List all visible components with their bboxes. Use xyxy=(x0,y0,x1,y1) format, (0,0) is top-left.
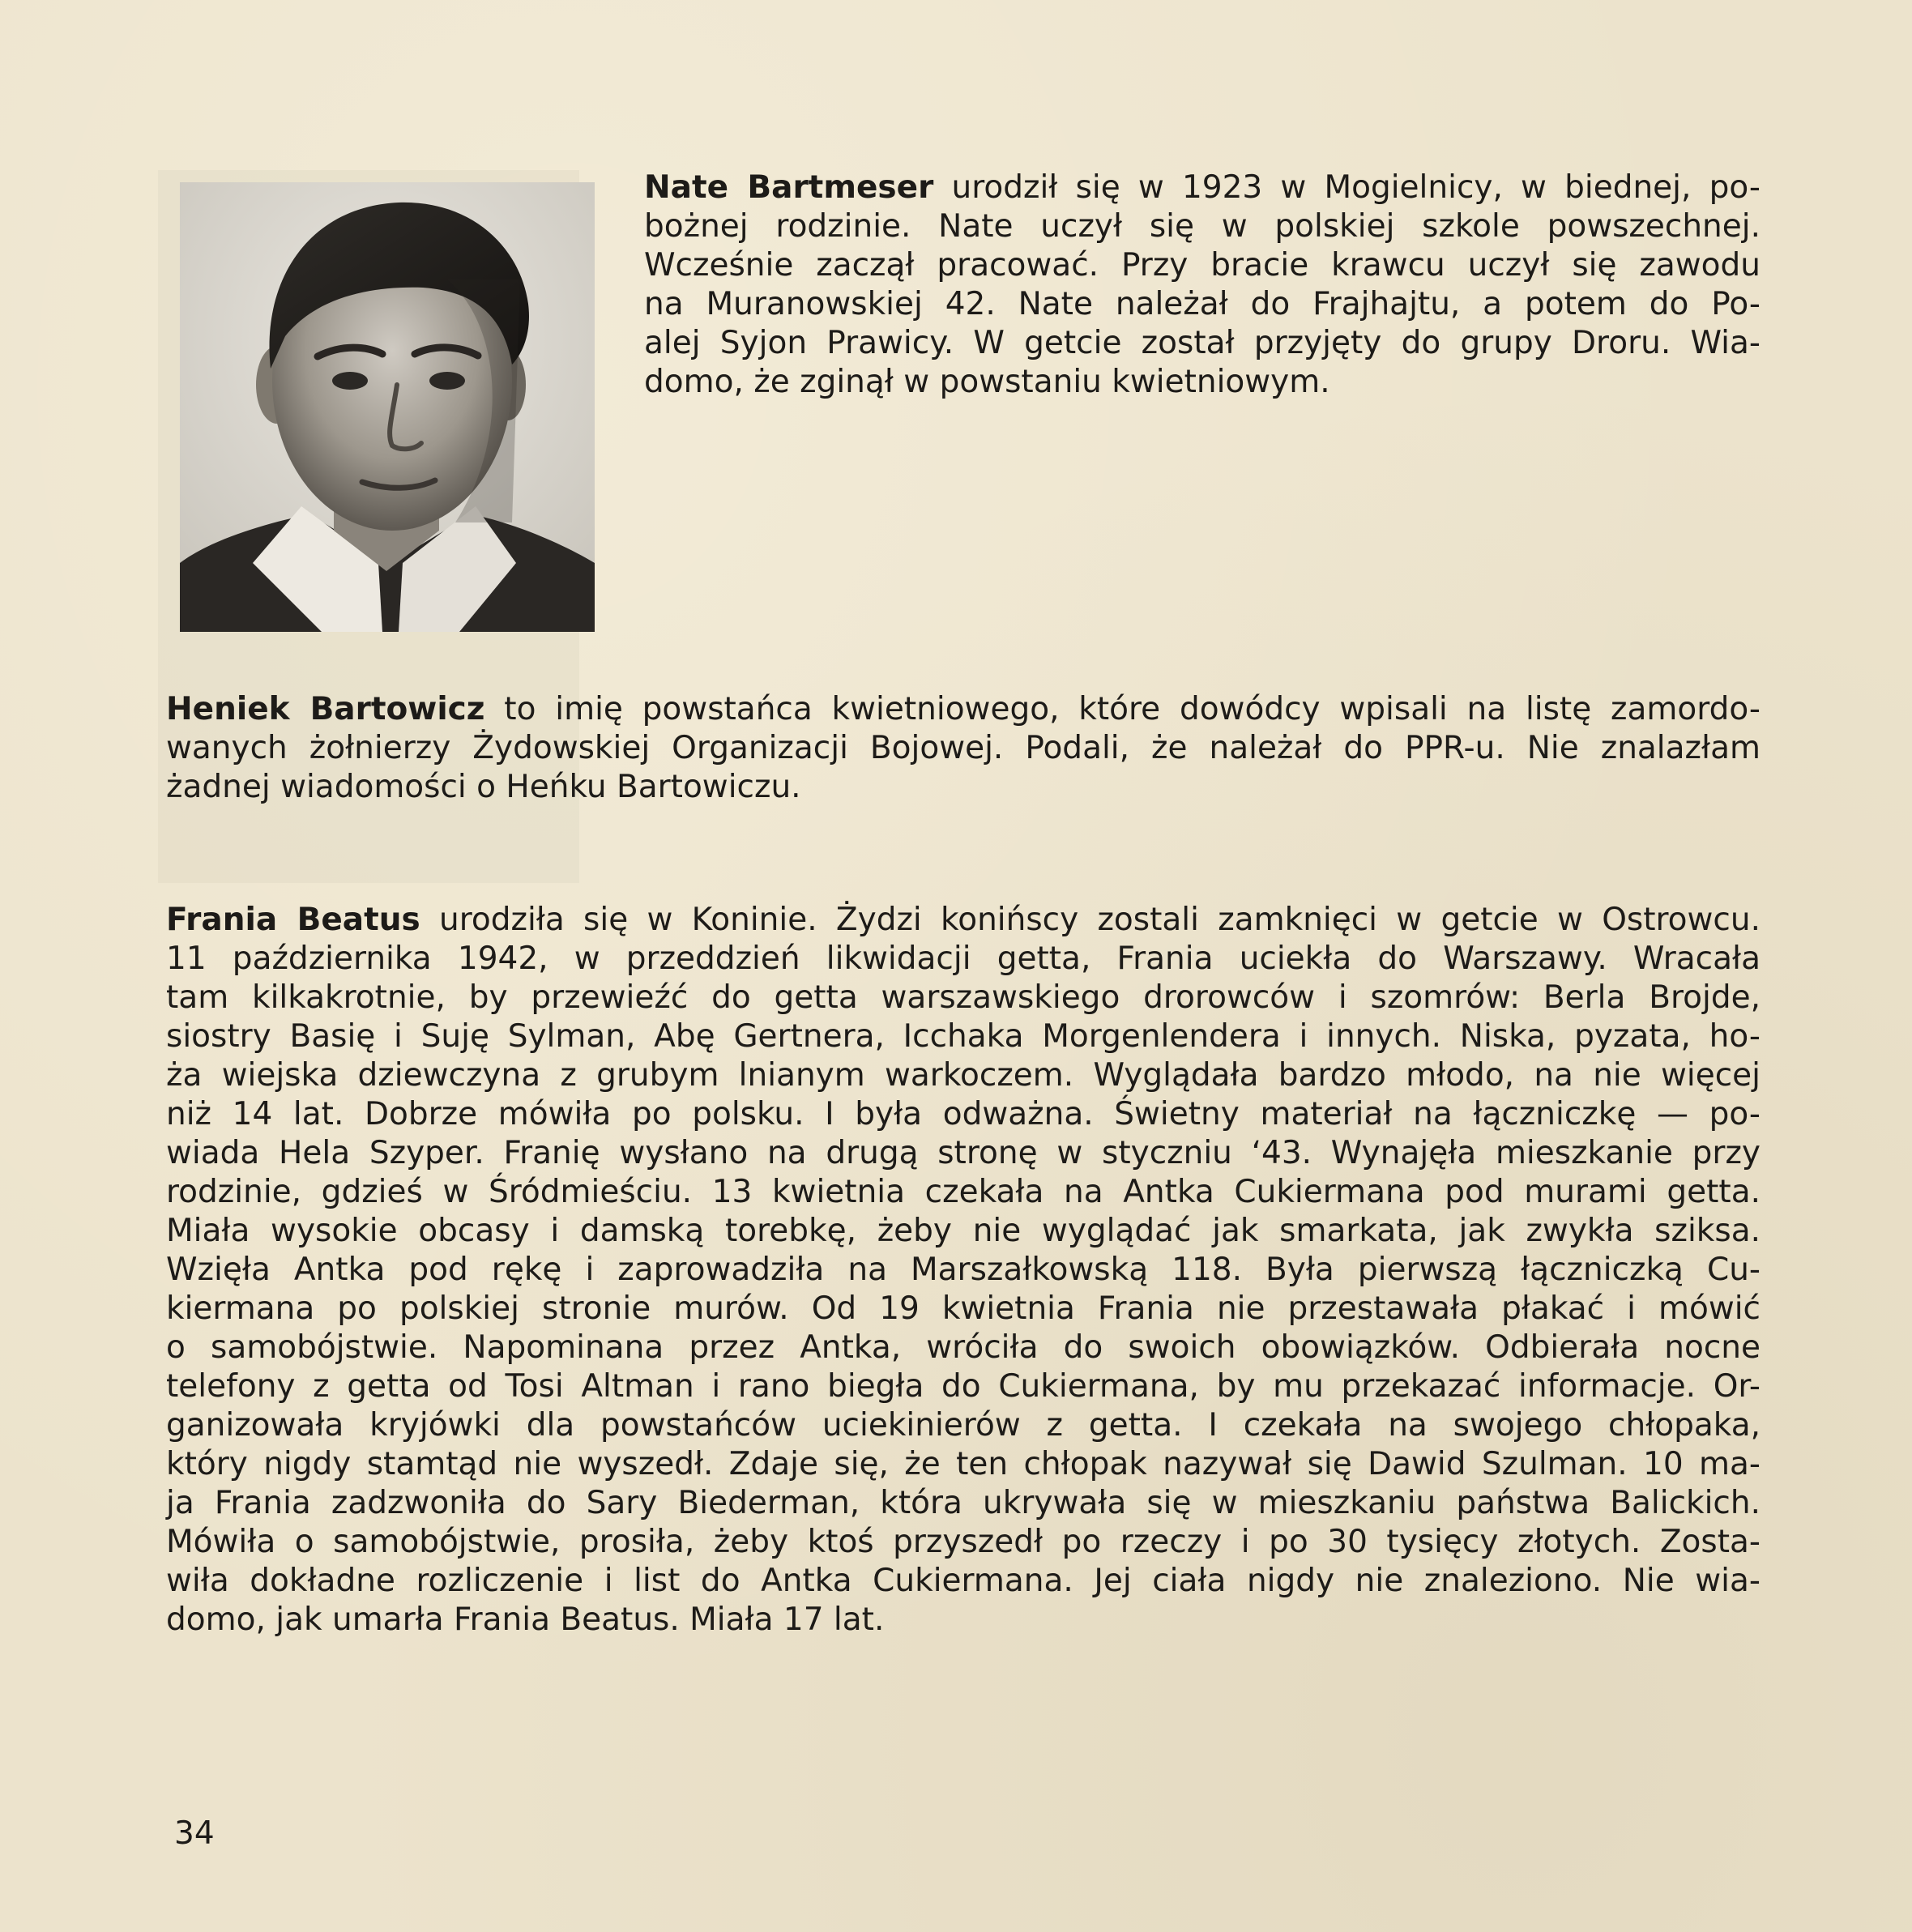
entry-line: wiła dokładne rozliczenie i list do Antka Cukiermana. Jej ciała nigdy nie znaleziono. Nie wia- xyxy=(166,1563,1760,1599)
entry-line: wanych żołnierzy Żydowskiej Organizacji Bojowej. Podali, że należał do PPR-u. Nie znalazłam xyxy=(166,730,1760,766)
entry-line: Wcześnie zaczął pracować. Przy bracie krawcu uczył się zawodu xyxy=(644,247,1760,284)
entry-line: alej Syjon Prawicy. W getcie został przyjęty do grupy Droru. Wia- xyxy=(644,325,1760,361)
entry-line: niż 14 lat. Dobrze mówiła po polsku. I była odważna. Świetny materiał na łączniczkę — po- xyxy=(166,1096,1760,1132)
entry-line: który nigdy stamtąd nie wyszedł. Zdaje się, że ten chłopak nazywał się Dawid Szulman. 10 ma- xyxy=(166,1446,1760,1482)
entry-line: ja Frania zadzwoniła do Sary Biederman, która ukrywała się w mieszkaniu państwa Balickich. xyxy=(166,1485,1760,1521)
entry-name: Frania Beatus xyxy=(166,902,420,938)
entry-name: Heniek Bartowicz xyxy=(166,691,485,727)
entry-line: tam kilkakrotnie, by przewieźć do getta warszawskiego drorowców i szomrów: Berla Brojde, xyxy=(166,979,1760,1016)
entry-line: kiermana po polskiej stronie murów. Od 19 kwietnia Frania nie przestawała płakać i mówić xyxy=(166,1290,1760,1327)
entry-line: 11 października 1942, w przeddzień likwidacji getta, Frania uciekła do Warszawy. Wracała xyxy=(166,940,1760,977)
entry-line: telefony z getta od Tosi Altman i rano biegła do Cukiermana, by mu przekazać informacje. Or- xyxy=(166,1368,1760,1405)
entry-line xyxy=(644,168,1760,207)
entry-frania-beatus xyxy=(166,901,1760,1640)
entry-line: domo, jak umarła Frania Beatus. Miała 17 lat. xyxy=(166,1601,885,1638)
entry-line: Wzięła Antka pod rękę i zaprowadziła na Marszałkowską 118. Była pierwszą łączniczką Cu- xyxy=(166,1252,1760,1288)
portrait-photo xyxy=(180,182,595,632)
entry-line: wiada Hela Szyper. Franię wysłano na drugą stronę w styczniu ‘43. Wynajęła mieszkanie przy xyxy=(166,1135,1760,1171)
entry-text: to imię powstańca kwietniowego, które dowódcy wpisali na listę zamordo- xyxy=(484,691,1760,727)
entry-line: rodzinie, gdzieś w Śródmieściu. 13 kwietnia czekała na Antka Cukiermana pod murami getta. xyxy=(166,1174,1760,1210)
entry-line xyxy=(166,690,1760,729)
entry-line: ganizowała kryjówki dla powstańców uciekinierów z getta. I czekała na swojego chłopaka, xyxy=(166,1407,1760,1444)
entry-line: Miała wysokie obcasy i damską torebkę, żeby nie wyglądać jak smarkata, jak zwykła sziksa. xyxy=(166,1213,1760,1249)
entry-name: Nate Bartmeser xyxy=(644,169,934,206)
entry-heniek-bartowicz xyxy=(166,690,1760,807)
entry-line: na Muranowskiej 42. Nate należał do Frajhajtu, a potem do Po- xyxy=(644,286,1760,322)
entry-text: urodziła się w Koninie. Żydzi konińscy zostali zamknięci w getcie w Ostrowcu. xyxy=(420,902,1760,938)
entry-line: żadnej wiadomości o Heńku Bartowiczu. xyxy=(166,769,801,805)
entry-line: bożnej rodzinie. Nate uczył się w polskiej szkole powszechnej. xyxy=(644,208,1760,245)
entry-line: ża wiejska dziewczyna z grubym lnianym warkoczem. Wyglądała bardzo młodo, na nie więcej xyxy=(166,1057,1760,1094)
entry-text: urodził się w 1923 w Mogielnicy, w biednej, po- xyxy=(933,169,1760,206)
entry-line: Mówiła o samobójstwie, prosiła, żeby ktoś przyszedł po rzeczy i po 30 tysięcy złotych. Zosta- xyxy=(166,1524,1760,1560)
entry-line xyxy=(166,901,1760,940)
entry-line: o samobójstwie. Napominana przez Antka, wróciła do swoich obowiązków. Odbierała nocne xyxy=(166,1329,1760,1366)
page-number: 34 xyxy=(174,1815,215,1852)
entry-line: siostry Basię i Suję Sylman, Abę Gertnera, Icchaka Morgenlendera i innych. Niska, pyzata, ho- xyxy=(166,1018,1760,1055)
entry-line: domo, że zginął w powstaniu kwietniowym. xyxy=(644,364,1330,400)
entry-nate-bartmeser xyxy=(644,168,1760,402)
